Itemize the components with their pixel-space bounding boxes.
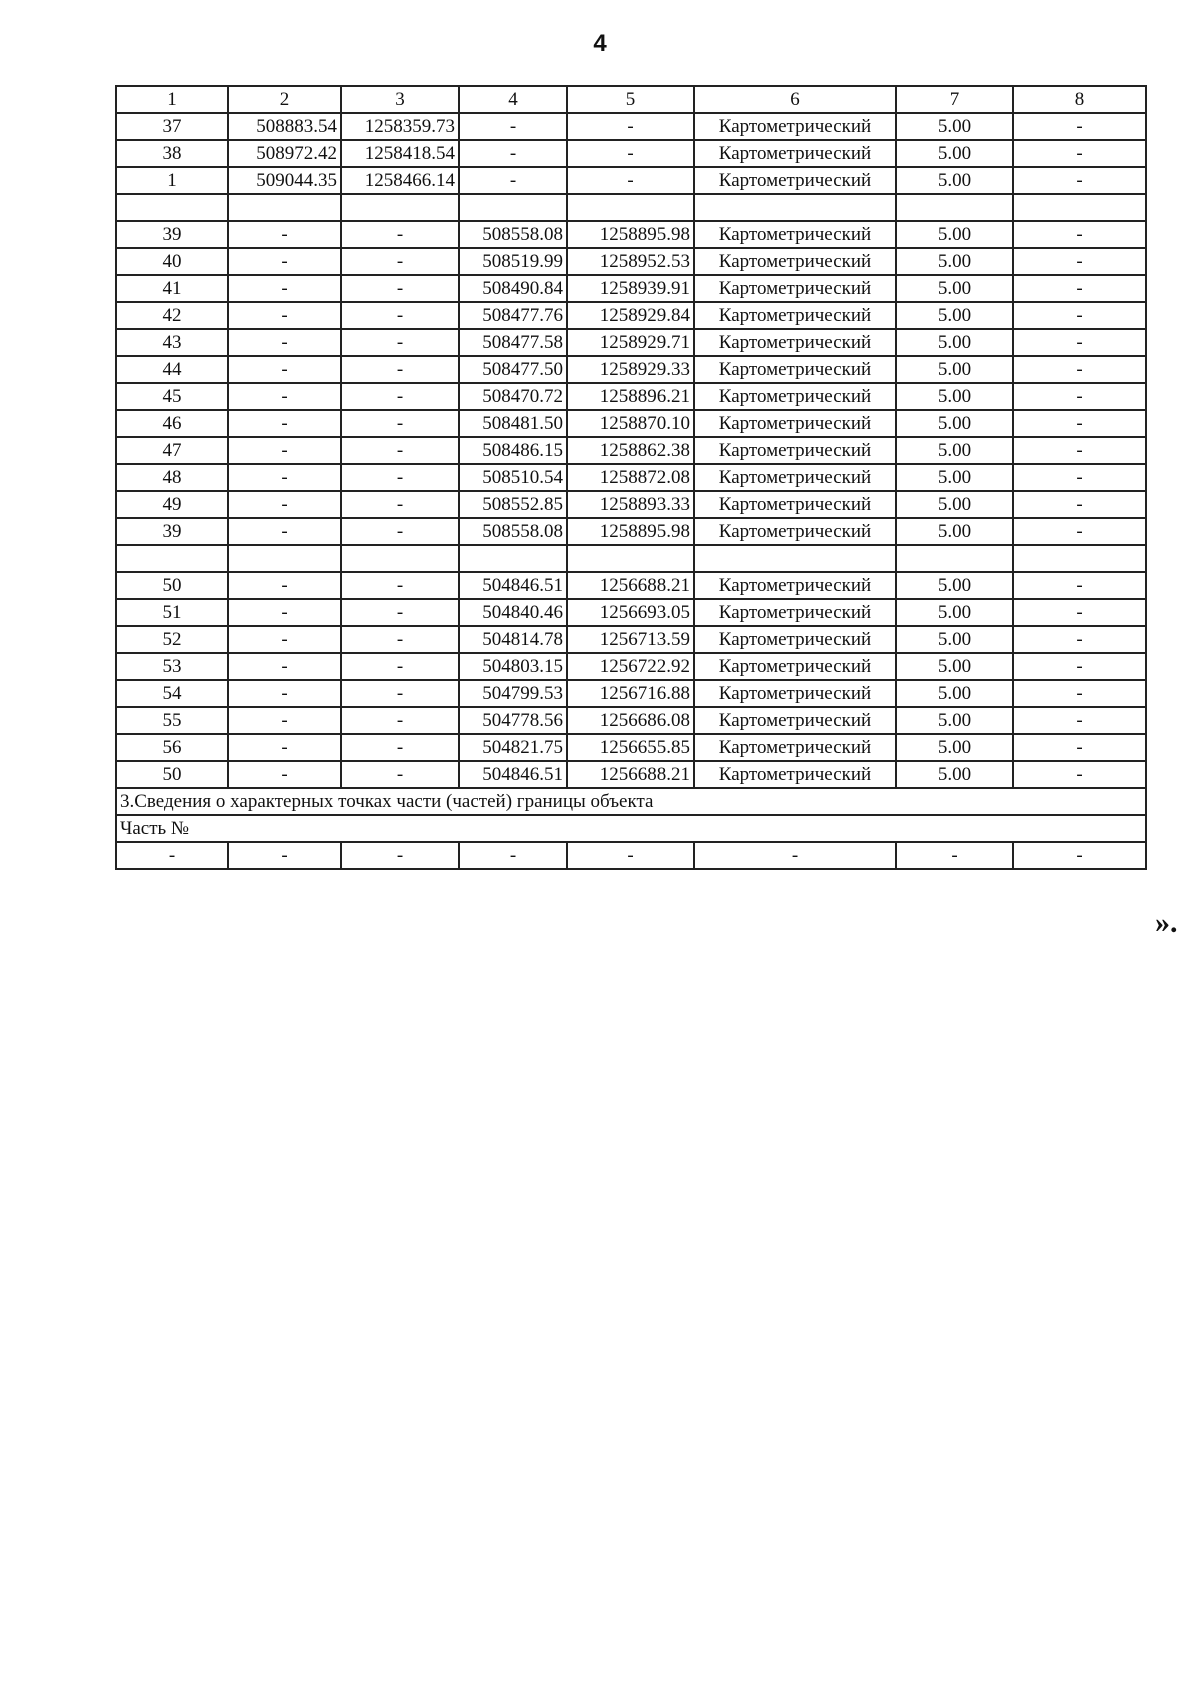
- table-cell: [228, 194, 341, 221]
- table-cell: Часть №: [116, 815, 1146, 842]
- table-cell: -: [1013, 167, 1146, 194]
- table-cell: 5.00: [896, 140, 1013, 167]
- table-cell: 1258418.54: [341, 140, 459, 167]
- table-cell: 46: [116, 410, 228, 437]
- table-cell: Картометрический: [694, 599, 896, 626]
- table-cell: 8: [1013, 86, 1146, 113]
- table-cell: 41: [116, 275, 228, 302]
- table-cell: 5.00: [896, 734, 1013, 761]
- table-cell: 504803.15: [459, 653, 567, 680]
- table-cell: 1256686.08: [567, 707, 694, 734]
- table-row: [116, 491, 1146, 518]
- table-cell: 504821.75: [459, 734, 567, 761]
- table-section-row: [116, 788, 1146, 815]
- table-cell: -: [567, 140, 694, 167]
- table-cell: -: [341, 599, 459, 626]
- table-cell: -: [1013, 140, 1146, 167]
- table-cell: -: [228, 707, 341, 734]
- table-cell: -: [341, 302, 459, 329]
- table-cell: 508477.50: [459, 356, 567, 383]
- table-cell: -: [1013, 113, 1146, 140]
- table-cell: 45: [116, 383, 228, 410]
- table-cell: -: [694, 842, 896, 869]
- table-cell: -: [228, 572, 341, 599]
- table-cell: 1258466.14: [341, 167, 459, 194]
- table-cell: 47: [116, 437, 228, 464]
- table-cell: Картометрический: [694, 221, 896, 248]
- table-row: [116, 761, 1146, 788]
- table-cell: 40: [116, 248, 228, 275]
- table-cell: 1258895.98: [567, 221, 694, 248]
- table-cell: Картометрический: [694, 329, 896, 356]
- table-cell: [1013, 545, 1146, 572]
- table-cell: -: [1013, 302, 1146, 329]
- table-cell: 509044.35: [228, 167, 341, 194]
- table-cell: 504814.78: [459, 626, 567, 653]
- table-cell: 1258893.33: [567, 491, 694, 518]
- table-cell: Картометрический: [694, 680, 896, 707]
- table-cell: [341, 194, 459, 221]
- table-cell: 1256688.21: [567, 761, 694, 788]
- table-cell: 5.00: [896, 329, 1013, 356]
- table-cell: 508510.54: [459, 464, 567, 491]
- table-cell: 2: [228, 86, 341, 113]
- table-cell: -: [1013, 707, 1146, 734]
- table-cell: 1258872.08: [567, 464, 694, 491]
- table-cell: -: [341, 329, 459, 356]
- table-cell: 1258929.71: [567, 329, 694, 356]
- table-cell: -: [567, 167, 694, 194]
- table-cell: 508470.72: [459, 383, 567, 410]
- table-row: [116, 329, 1146, 356]
- table-cell: [567, 545, 694, 572]
- table-cell: -: [1013, 626, 1146, 653]
- table-cell: -: [228, 761, 341, 788]
- table-cell: 4: [459, 86, 567, 113]
- table-cell: -: [228, 842, 341, 869]
- table-row: [116, 356, 1146, 383]
- table-section-row: [116, 815, 1146, 842]
- table-cell: 1256713.59: [567, 626, 694, 653]
- table-cell: Картометрический: [694, 464, 896, 491]
- page-number: 4: [593, 30, 607, 57]
- table-cell: -: [341, 275, 459, 302]
- table-cell: 39: [116, 221, 228, 248]
- table-cell: -: [228, 734, 341, 761]
- table-cell: 7: [896, 86, 1013, 113]
- table-cell: Картометрический: [694, 734, 896, 761]
- table-cell: 1258896.21: [567, 383, 694, 410]
- table-blank-row: [116, 545, 1146, 572]
- table-cell: -: [228, 275, 341, 302]
- table-cell: [228, 545, 341, 572]
- table-cell: [1013, 194, 1146, 221]
- table-row: [116, 167, 1146, 194]
- table-cell: 1258862.38: [567, 437, 694, 464]
- table-cell: 1256655.85: [567, 734, 694, 761]
- table-cell: -: [1013, 599, 1146, 626]
- closing-quote-mark: ».: [1155, 906, 1178, 939]
- table-cell: [116, 194, 228, 221]
- table-row: [116, 518, 1146, 545]
- table-cell: -: [1013, 464, 1146, 491]
- table-cell: Картометрический: [694, 356, 896, 383]
- table-cell: [459, 194, 567, 221]
- table-cell: 508972.42: [228, 140, 341, 167]
- table-cell: -: [1013, 329, 1146, 356]
- table-cell: 5.00: [896, 410, 1013, 437]
- table-cell: Картометрический: [694, 707, 896, 734]
- table-cell: 5.00: [896, 437, 1013, 464]
- table-cell: 508558.08: [459, 518, 567, 545]
- table-cell: 49: [116, 491, 228, 518]
- table-row: [116, 626, 1146, 653]
- table-cell: 1258929.84: [567, 302, 694, 329]
- table-cell: [694, 194, 896, 221]
- table-cell: Картометрический: [694, 491, 896, 518]
- table-cell: 5.00: [896, 626, 1013, 653]
- table-cell: -: [341, 491, 459, 518]
- table-cell: -: [228, 248, 341, 275]
- table-cell: 55: [116, 707, 228, 734]
- table-row: [116, 572, 1146, 599]
- table-cell: 504799.53: [459, 680, 567, 707]
- table-cell: -: [228, 680, 341, 707]
- table-cell: -: [341, 572, 459, 599]
- table-cell: 508558.08: [459, 221, 567, 248]
- table-cell: 504778.56: [459, 707, 567, 734]
- table-cell: -: [341, 356, 459, 383]
- table-cell: -: [228, 653, 341, 680]
- table-cell: [567, 194, 694, 221]
- table-cell: -: [228, 491, 341, 518]
- table-cell: -: [1013, 653, 1146, 680]
- table-cell: -: [1013, 383, 1146, 410]
- table-cell: -: [341, 707, 459, 734]
- table-cell: 508490.84: [459, 275, 567, 302]
- table-cell: -: [341, 248, 459, 275]
- table-row: [116, 653, 1146, 680]
- table-blank-row: [116, 194, 1146, 221]
- table-cell: 5.00: [896, 113, 1013, 140]
- table-cell: Картометрический: [694, 410, 896, 437]
- table-cell: -: [341, 626, 459, 653]
- table-cell: -: [228, 437, 341, 464]
- table-row: [116, 275, 1146, 302]
- table-cell: 5.00: [896, 572, 1013, 599]
- table-cell: -: [228, 626, 341, 653]
- table-cell: 508883.54: [228, 113, 341, 140]
- table-row: [116, 707, 1146, 734]
- table-cell: -: [896, 842, 1013, 869]
- table-cell: 1258359.73: [341, 113, 459, 140]
- table-row: [116, 437, 1146, 464]
- table-cell: Картометрический: [694, 113, 896, 140]
- table-row: [116, 842, 1146, 869]
- table-cell: 48: [116, 464, 228, 491]
- boundary-points-table: [115, 85, 1147, 870]
- table-row: [116, 248, 1146, 275]
- table-cell: -: [1013, 410, 1146, 437]
- table-cell: -: [341, 383, 459, 410]
- table-cell: -: [1013, 761, 1146, 788]
- table-cell: -: [228, 329, 341, 356]
- table-cell: [116, 545, 228, 572]
- table-header-row: [116, 86, 1146, 113]
- table-cell: -: [567, 113, 694, 140]
- table-cell: -: [459, 167, 567, 194]
- table-row: [116, 599, 1146, 626]
- table-cell: 39: [116, 518, 228, 545]
- table-cell: -: [1013, 518, 1146, 545]
- table-cell: Картометрический: [694, 302, 896, 329]
- table-row: [116, 302, 1146, 329]
- table-cell: 50: [116, 572, 228, 599]
- table-cell: -: [459, 842, 567, 869]
- table-cell: -: [341, 410, 459, 437]
- table-cell: -: [228, 302, 341, 329]
- table-cell: 1256716.88: [567, 680, 694, 707]
- table-cell: -: [341, 464, 459, 491]
- table-cell: 1: [116, 167, 228, 194]
- table-cell: 1258952.53: [567, 248, 694, 275]
- table-cell: -: [1013, 572, 1146, 599]
- table-cell: -: [228, 410, 341, 437]
- table-cell: -: [341, 653, 459, 680]
- table-row: [116, 734, 1146, 761]
- table-cell: 52: [116, 626, 228, 653]
- table-cell: 51: [116, 599, 228, 626]
- table-cell: -: [341, 761, 459, 788]
- table-cell: 508519.99: [459, 248, 567, 275]
- table-cell: Картометрический: [694, 167, 896, 194]
- table-cell: 1256693.05: [567, 599, 694, 626]
- table-cell: [896, 194, 1013, 221]
- table-cell: -: [341, 518, 459, 545]
- table-cell: [896, 545, 1013, 572]
- table-cell: Картометрический: [694, 518, 896, 545]
- table-cell: 42: [116, 302, 228, 329]
- table-cell: 6: [694, 86, 896, 113]
- table-cell: 3: [341, 86, 459, 113]
- table-cell: -: [228, 464, 341, 491]
- table-cell: 5.00: [896, 302, 1013, 329]
- table-row: [116, 410, 1146, 437]
- table-cell: 508552.85: [459, 491, 567, 518]
- table-cell: [694, 545, 896, 572]
- table-cell: -: [567, 842, 694, 869]
- table-cell: -: [1013, 248, 1146, 275]
- table-cell: -: [1013, 734, 1146, 761]
- table-cell: -: [1013, 491, 1146, 518]
- table-cell: 3.Сведения о характерных точках части (частей) границы объекта: [116, 788, 1146, 815]
- table-cell: 1258895.98: [567, 518, 694, 545]
- table-cell: -: [1013, 275, 1146, 302]
- table-cell: 1258939.91: [567, 275, 694, 302]
- table-cell: -: [1013, 356, 1146, 383]
- table-row: [116, 221, 1146, 248]
- table-row: [116, 464, 1146, 491]
- table-cell: 5.00: [896, 221, 1013, 248]
- table-cell: 1256688.21: [567, 572, 694, 599]
- table-cell: -: [1013, 680, 1146, 707]
- table-cell: 504846.51: [459, 572, 567, 599]
- table-cell: Картометрический: [694, 437, 896, 464]
- table-cell: 1: [116, 86, 228, 113]
- table-cell: 5.00: [896, 356, 1013, 383]
- table-cell: 5.00: [896, 491, 1013, 518]
- table-cell: 1258929.33: [567, 356, 694, 383]
- table-cell: -: [341, 734, 459, 761]
- table-cell: -: [459, 113, 567, 140]
- table-cell: 5.00: [896, 653, 1013, 680]
- table-cell: -: [1013, 221, 1146, 248]
- table-cell: -: [1013, 842, 1146, 869]
- table-cell: -: [116, 842, 228, 869]
- table-cell: 508477.58: [459, 329, 567, 356]
- table-cell: 53: [116, 653, 228, 680]
- table-cell: 38: [116, 140, 228, 167]
- table-cell: 1256722.92: [567, 653, 694, 680]
- table-cell: Картометрический: [694, 761, 896, 788]
- table-cell: 5.00: [896, 275, 1013, 302]
- table-cell: 5.00: [896, 680, 1013, 707]
- table-cell: 5.00: [896, 707, 1013, 734]
- table-cell: Картометрический: [694, 572, 896, 599]
- table-cell: 54: [116, 680, 228, 707]
- table-cell: 44: [116, 356, 228, 383]
- table-cell: [341, 545, 459, 572]
- table-cell: 5.00: [896, 761, 1013, 788]
- table-cell: 5.00: [896, 464, 1013, 491]
- table-row: [116, 383, 1146, 410]
- table-cell: 508481.50: [459, 410, 567, 437]
- table-cell: 5.00: [896, 383, 1013, 410]
- table-cell: -: [228, 356, 341, 383]
- table-cell: -: [341, 221, 459, 248]
- table-row: [116, 680, 1146, 707]
- table-cell: [459, 545, 567, 572]
- table-cell: 5.00: [896, 167, 1013, 194]
- table-cell: Картометрический: [694, 275, 896, 302]
- table-cell: -: [228, 518, 341, 545]
- table-cell: Картометрический: [694, 653, 896, 680]
- table-cell: 5.00: [896, 599, 1013, 626]
- table-cell: -: [341, 437, 459, 464]
- table-row: [116, 140, 1146, 167]
- table-cell: Картометрический: [694, 626, 896, 653]
- table-cell: -: [228, 383, 341, 410]
- table-cell: -: [228, 221, 341, 248]
- table-cell: Картометрический: [694, 248, 896, 275]
- table-cell: 5.00: [896, 248, 1013, 275]
- table-cell: -: [1013, 437, 1146, 464]
- table-cell: 504840.46: [459, 599, 567, 626]
- table-cell: -: [341, 680, 459, 707]
- table-row: [116, 113, 1146, 140]
- table-cell: 1258870.10: [567, 410, 694, 437]
- table-cell: 508486.15: [459, 437, 567, 464]
- table-cell: -: [459, 140, 567, 167]
- table-cell: -: [341, 842, 459, 869]
- table-cell: 5.00: [896, 518, 1013, 545]
- table-cell: Картометрический: [694, 140, 896, 167]
- table-cell: -: [228, 599, 341, 626]
- table-cell: 508477.76: [459, 302, 567, 329]
- table-cell: 43: [116, 329, 228, 356]
- table-cell: 5: [567, 86, 694, 113]
- table-cell: 56: [116, 734, 228, 761]
- table-cell: 37: [116, 113, 228, 140]
- table-cell: Картометрический: [694, 383, 896, 410]
- table-cell: 50: [116, 761, 228, 788]
- table-cell: 504846.51: [459, 761, 567, 788]
